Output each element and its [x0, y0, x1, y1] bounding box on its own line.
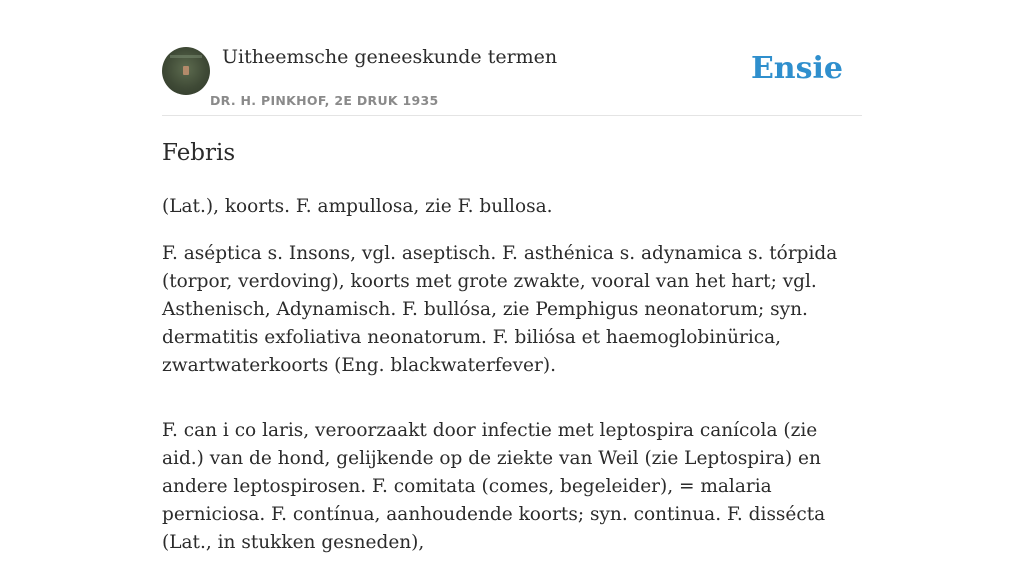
entry-paragraph: F. aséptica s. Insons, vgl. aseptisch. F. asthénica s. adynamica s. tórpida (torpor, verdoving), koorts met grote zwakte, vooral van het hart; vgl. Asthenisch, Adynamisch. F. bullósa, zie Pemphigus neonatorum; syn. dermatitis exfoliativa neonatorum. F. biliósa et haemoglobinürica, zwartwaterkoorts (Eng. blackwaterfever). — [162, 243, 838, 376]
entry-paragraph: (Lat.), koorts. F. ampullosa, zie F. bullosa. — [162, 196, 553, 217]
book-cover-label — [183, 66, 189, 75]
brand-logo[interactable]: Ensie — [750, 51, 843, 86]
book-title[interactable]: Uitheemsche geneeskunde termen — [222, 46, 558, 68]
entry-paragraph: F. can i co laris, veroorzaakt door infectie met leptospira canícola (zie aid.) van de hond, gelijkende op de ziekte van Weil (zie Leptospira) en andere leptospirosen. F. comitata (comes, begeleider), = malaria perniciosa. F. contínua, aanhoudende koorts; syn. continua. F. dissécta (Lat., in stukken gesneden), — [162, 420, 826, 553]
entry-title: Febris — [162, 140, 236, 166]
header — [162, 0, 862, 116]
entry-body — [162, 193, 862, 576]
book-cover-avatar[interactable] — [162, 47, 210, 95]
main-content — [162, 0, 862, 553]
book-cover-band — [170, 55, 202, 58]
book-author: DR. H. PINKHOF, 2E DRUK 1935 — [210, 93, 439, 108]
